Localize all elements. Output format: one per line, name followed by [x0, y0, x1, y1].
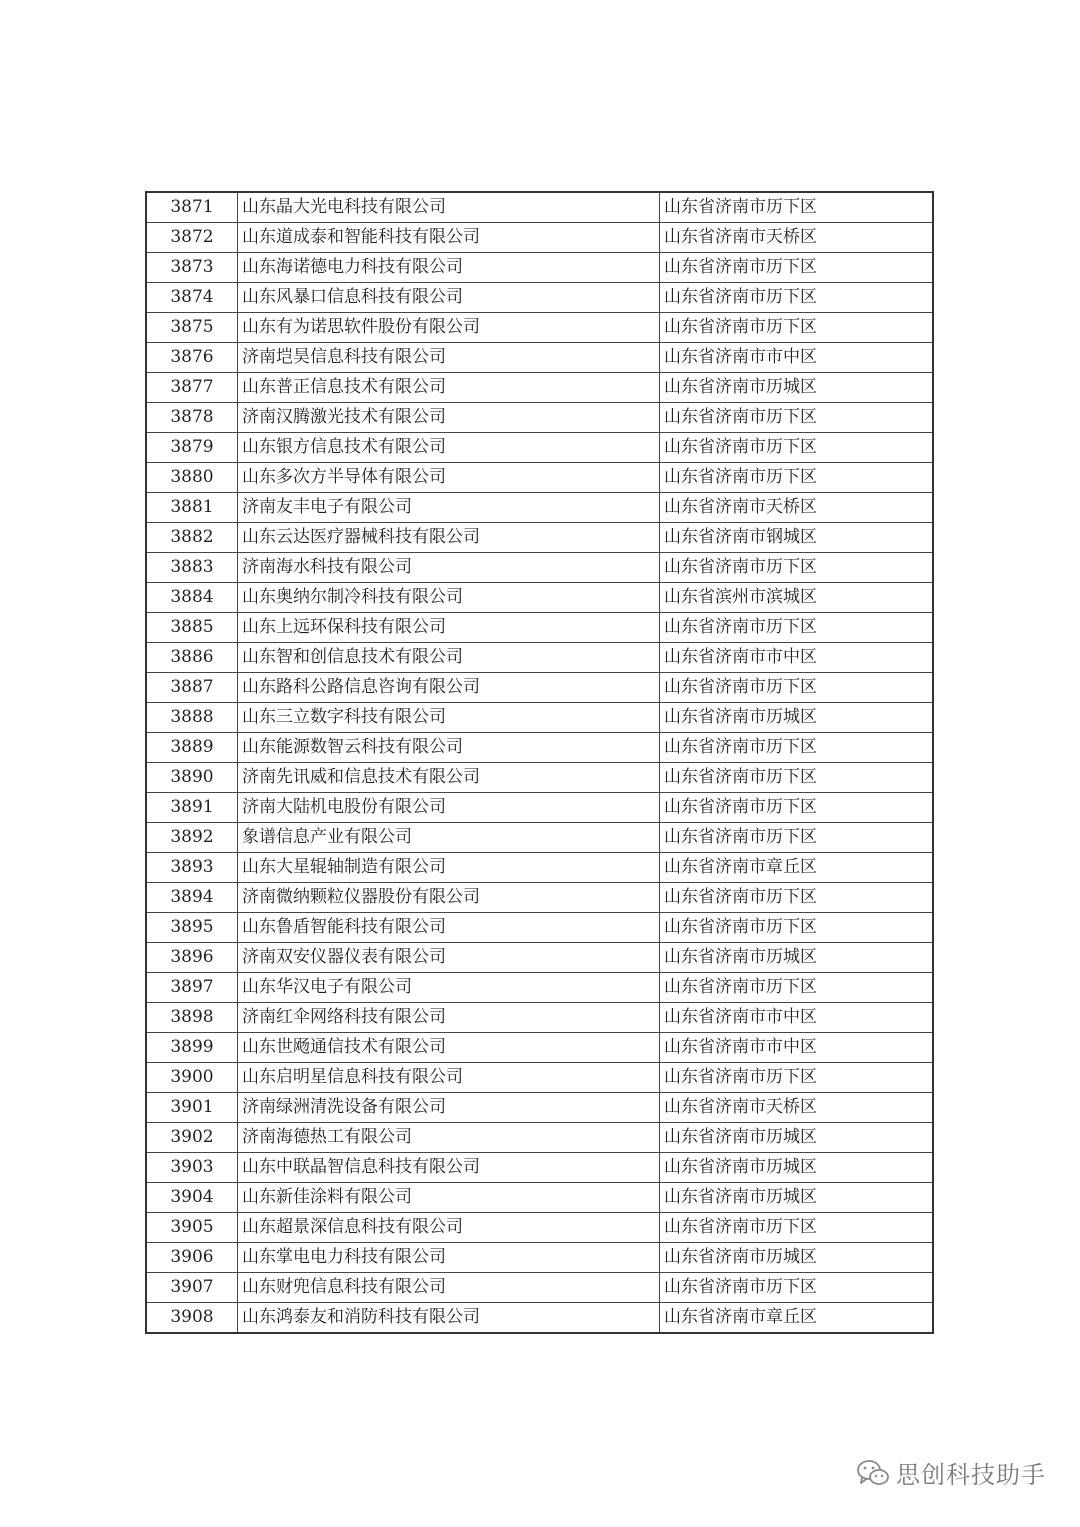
company-name-cell: 济南海德热工有限公司	[238, 1123, 660, 1153]
address-cell: 山东省济南市历下区	[660, 1213, 934, 1243]
address-cell: 山东省济南市历城区	[660, 1243, 934, 1273]
row-number-cell: 3900	[146, 1063, 238, 1093]
row-number-cell: 3898	[146, 1003, 238, 1033]
address-cell: 山东省济南市历下区	[660, 793, 934, 823]
row-number-cell: 3873	[146, 253, 238, 283]
table-row	[146, 373, 933, 403]
row-number-cell: 3896	[146, 943, 238, 973]
address-cell: 山东省济南市历城区	[660, 373, 934, 403]
table-row	[146, 1093, 933, 1123]
address-cell: 山东省济南市历下区	[660, 403, 934, 433]
table-row	[146, 192, 933, 223]
row-number-cell: 3884	[146, 583, 238, 613]
company-name-cell: 济南汉腾激光技术有限公司	[238, 403, 660, 433]
row-number-cell: 3905	[146, 1213, 238, 1243]
company-name-cell: 济南微纳颗粒仪器股份有限公司	[238, 883, 660, 913]
company-name-cell: 济南友丰电子有限公司	[238, 493, 660, 523]
table-row	[146, 1063, 933, 1093]
table-row	[146, 853, 933, 883]
table-row	[146, 523, 933, 553]
company-name-cell: 山东奥纳尔制冷科技有限公司	[238, 583, 660, 613]
company-name-cell: 济南双安仪器仪表有限公司	[238, 943, 660, 973]
row-number-cell: 3906	[146, 1243, 238, 1273]
company-name-cell: 山东掌电电力科技有限公司	[238, 1243, 660, 1273]
row-number-cell: 3872	[146, 223, 238, 253]
address-cell: 山东省济南市历下区	[660, 1273, 934, 1303]
table-row	[146, 913, 933, 943]
watermark-text: 思创科技助手	[896, 1461, 1046, 1489]
address-cell: 山东省济南市天桥区	[660, 493, 934, 523]
company-name-cell: 济南绿洲清洗设备有限公司	[238, 1093, 660, 1123]
row-number-cell: 3894	[146, 883, 238, 913]
address-cell: 山东省济南市历下区	[660, 313, 934, 343]
company-name-cell: 山东路科公路信息咨询有限公司	[238, 673, 660, 703]
table-row	[146, 493, 933, 523]
address-cell: 山东省济南市历下区	[660, 733, 934, 763]
address-cell: 山东省济南市历城区	[660, 1123, 934, 1153]
table-row	[146, 313, 933, 343]
address-cell: 山东省济南市历下区	[660, 283, 934, 313]
address-cell: 山东省济南市历下区	[660, 973, 934, 1003]
table-row	[146, 253, 933, 283]
company-name-cell: 山东有为诺思软件股份有限公司	[238, 313, 660, 343]
address-cell: 山东省济南市历城区	[660, 1183, 934, 1213]
company-name-cell: 济南垲昊信息科技有限公司	[238, 343, 660, 373]
address-cell: 山东省济南市历下区	[660, 763, 934, 793]
company-name-cell: 山东上远环保科技有限公司	[238, 613, 660, 643]
address-cell: 山东省济南市历下区	[660, 553, 934, 583]
row-number-cell: 3888	[146, 703, 238, 733]
table-row	[146, 283, 933, 313]
row-number-cell: 3876	[146, 343, 238, 373]
table-row	[146, 943, 933, 973]
company-name-cell: 济南海水科技有限公司	[238, 553, 660, 583]
table-row	[146, 1243, 933, 1273]
table-row	[146, 1033, 933, 1063]
table-body	[146, 192, 933, 1333]
address-cell: 山东省济南市历下区	[660, 463, 934, 493]
address-cell: 山东省济南市钢城区	[660, 523, 934, 553]
company-name-cell: 山东海诺德电力科技有限公司	[238, 253, 660, 283]
table-row	[146, 973, 933, 1003]
row-number-cell: 3908	[146, 1303, 238, 1334]
row-number-cell: 3875	[146, 313, 238, 343]
company-name-cell: 象谱信息产业有限公司	[238, 823, 660, 853]
table-row	[146, 793, 933, 823]
row-number-cell: 3881	[146, 493, 238, 523]
table-row	[146, 1153, 933, 1183]
table-row	[146, 763, 933, 793]
company-name-cell: 山东多次方半导体有限公司	[238, 463, 660, 493]
row-number-cell: 3893	[146, 853, 238, 883]
address-cell: 山东省济南市章丘区	[660, 1303, 934, 1334]
row-number-cell: 3899	[146, 1033, 238, 1063]
company-name-cell: 山东世飏通信技术有限公司	[238, 1033, 660, 1063]
address-cell: 山东省济南市市中区	[660, 1033, 934, 1063]
company-name-cell: 山东新佳涂料有限公司	[238, 1183, 660, 1213]
row-number-cell: 3879	[146, 433, 238, 463]
company-name-cell: 济南红伞网络科技有限公司	[238, 1003, 660, 1033]
row-number-cell: 3907	[146, 1273, 238, 1303]
address-cell: 山东省济南市市中区	[660, 643, 934, 673]
company-name-cell: 济南大陆机电股份有限公司	[238, 793, 660, 823]
table-row	[146, 463, 933, 493]
address-cell: 山东省济南市历下区	[660, 253, 934, 283]
company-name-cell: 山东鸿泰友和消防科技有限公司	[238, 1303, 660, 1334]
company-name-cell: 山东普正信息技术有限公司	[238, 373, 660, 403]
company-name-cell: 山东云达医疗器械科技有限公司	[238, 523, 660, 553]
row-number-cell: 3887	[146, 673, 238, 703]
company-name-cell: 山东华汉电子有限公司	[238, 973, 660, 1003]
row-number-cell: 3903	[146, 1153, 238, 1183]
address-cell: 山东省济南市历城区	[660, 703, 934, 733]
table-row	[146, 1123, 933, 1153]
row-number-cell: 3895	[146, 913, 238, 943]
row-number-cell: 3882	[146, 523, 238, 553]
company-name-cell: 山东能源数智云科技有限公司	[238, 733, 660, 763]
table-row	[146, 223, 933, 253]
company-name-cell: 山东风暴口信息科技有限公司	[238, 283, 660, 313]
address-cell: 山东省济南市市中区	[660, 343, 934, 373]
table-row	[146, 1303, 933, 1334]
table-row	[146, 1213, 933, 1243]
company-name-cell: 山东中联晶智信息科技有限公司	[238, 1153, 660, 1183]
company-name-cell: 山东财兜信息科技有限公司	[238, 1273, 660, 1303]
company-name-cell: 山东银方信息技术有限公司	[238, 433, 660, 463]
company-name-cell: 山东大星辊轴制造有限公司	[238, 853, 660, 883]
address-cell: 山东省济南市市中区	[660, 1003, 934, 1033]
table-row	[146, 553, 933, 583]
table-row	[146, 1183, 933, 1213]
row-number-cell: 3871	[146, 192, 238, 223]
row-number-cell: 3890	[146, 763, 238, 793]
table-row	[146, 823, 933, 853]
table-row	[146, 1273, 933, 1303]
company-list-table	[145, 191, 934, 1334]
row-number-cell: 3883	[146, 553, 238, 583]
address-cell: 山东省济南市历下区	[660, 673, 934, 703]
address-cell: 山东省济南市天桥区	[660, 1093, 934, 1123]
address-cell: 山东省济南市历下区	[660, 913, 934, 943]
company-name-cell: 山东道成泰和智能科技有限公司	[238, 223, 660, 253]
row-number-cell: 3902	[146, 1123, 238, 1153]
table-row	[146, 583, 933, 613]
row-number-cell: 3889	[146, 733, 238, 763]
row-number-cell: 3901	[146, 1093, 238, 1123]
row-number-cell: 3880	[146, 463, 238, 493]
table-row	[146, 613, 933, 643]
wechat-icon	[856, 1458, 890, 1488]
company-name-cell: 山东晶大光电科技有限公司	[238, 192, 660, 223]
company-name-cell: 山东启明星信息科技有限公司	[238, 1063, 660, 1093]
table-row	[146, 403, 933, 433]
address-cell: 山东省济南市天桥区	[660, 223, 934, 253]
address-cell: 山东省济南市历下区	[660, 883, 934, 913]
row-number-cell: 3886	[146, 643, 238, 673]
address-cell: 山东省济南市历下区	[660, 192, 934, 223]
address-cell: 山东省济南市历下区	[660, 613, 934, 643]
address-cell: 山东省济南市历下区	[660, 433, 934, 463]
table-row	[146, 703, 933, 733]
table-row	[146, 343, 933, 373]
address-cell: 山东省济南市历下区	[660, 1063, 934, 1093]
table-row	[146, 673, 933, 703]
row-number-cell: 3892	[146, 823, 238, 853]
table-row	[146, 643, 933, 673]
row-number-cell: 3897	[146, 973, 238, 1003]
table-row	[146, 433, 933, 463]
row-number-cell: 3874	[146, 283, 238, 313]
row-number-cell: 3885	[146, 613, 238, 643]
watermark	[856, 1455, 1046, 1490]
row-number-cell: 3878	[146, 403, 238, 433]
company-name-cell: 山东智和创信息技术有限公司	[238, 643, 660, 673]
row-number-cell: 3904	[146, 1183, 238, 1213]
company-name-cell: 济南先讯威和信息技术有限公司	[238, 763, 660, 793]
row-number-cell: 3877	[146, 373, 238, 403]
row-number-cell: 3891	[146, 793, 238, 823]
company-name-cell: 山东超景深信息科技有限公司	[238, 1213, 660, 1243]
address-cell: 山东省济南市历城区	[660, 1153, 934, 1183]
company-name-cell: 山东三立数字科技有限公司	[238, 703, 660, 733]
table-row	[146, 883, 933, 913]
address-cell: 山东省济南市历城区	[660, 943, 934, 973]
address-cell: 山东省济南市章丘区	[660, 853, 934, 883]
table-row	[146, 1003, 933, 1033]
company-name-cell: 山东鲁盾智能科技有限公司	[238, 913, 660, 943]
address-cell: 山东省滨州市滨城区	[660, 583, 934, 613]
table-row	[146, 733, 933, 763]
address-cell: 山东省济南市历下区	[660, 823, 934, 853]
